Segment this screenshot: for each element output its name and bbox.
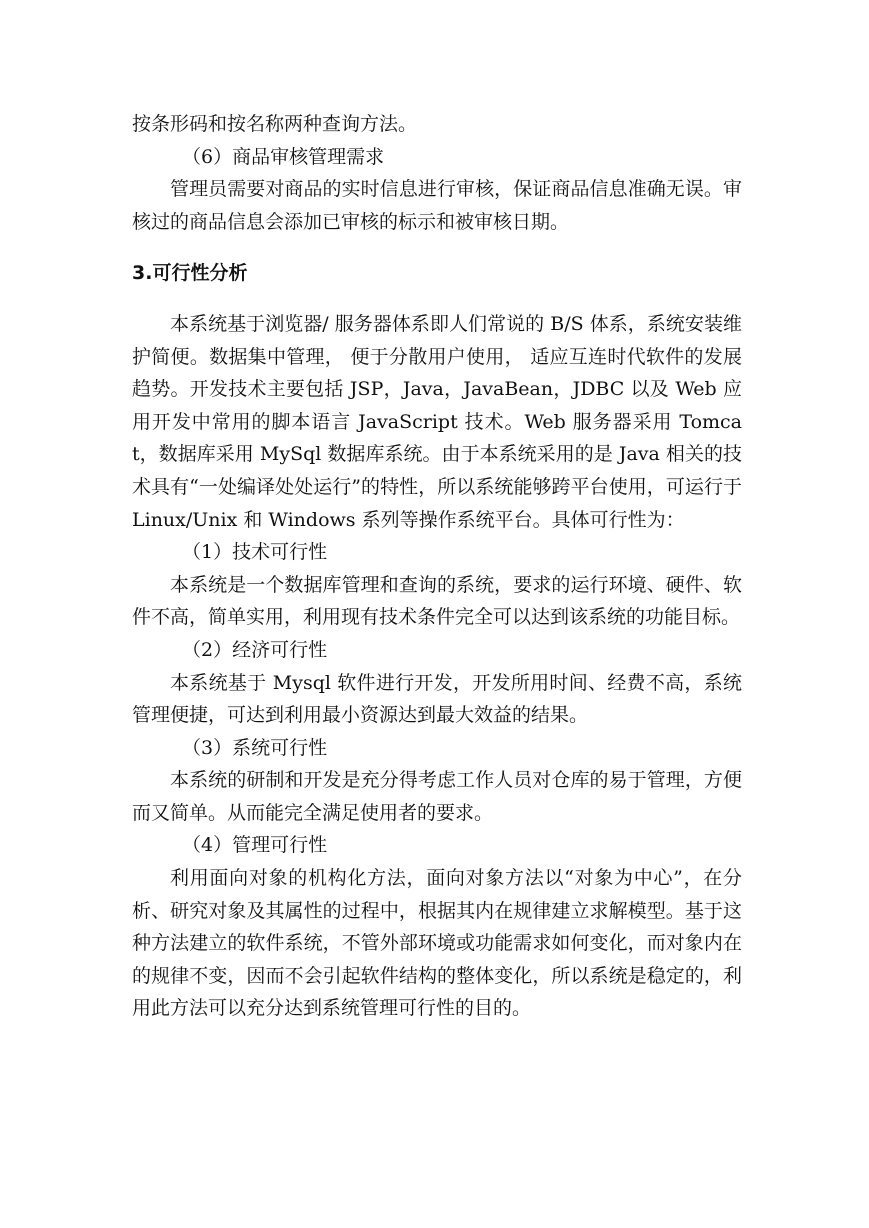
subheading-technical-feasibility: （1）技术可行性: [182, 541, 328, 564]
paragraph-management-feasibility: 利用面向对象的机构化方法，面向对象方法以“对象为中心”，在分析、研究对象及其属性的过程中，根据其内在规律建立求解模型。基于这种方法建立的软件系统，不管外部环境或功能需求如何变化，而对象内在的规律不变，因而不会引起软件结构的整体变化，所以系统是稳定的，利用此方法可以充分达到系统管理可行性的目的。: [132, 867, 742, 1020]
paragraph-technical-feasibility: 本系统是一个数据库管理和查询的系统，要求的运行环境、硬件、软件不高，简单实用，利用现有技术条件完全可以达到该系统的功能目标。: [132, 573, 742, 629]
subheading-system-feasibility: （3）系统可行性: [182, 736, 328, 759]
paragraph-economic-feasibility: 本系统基于 Mysql 软件进行开发，开发所用时间、经费不高，系统管理便捷，可达到利用最小资源达到最大效益的结果。: [132, 671, 742, 727]
paragraph-product-review: 管理员需要对商品的实时信息进行审核，保证商品信息准确无误。审核过的商品信息会添加已审核的标示和被审核日期。: [132, 178, 742, 233]
section-heading-feasibility: 3.可行性分析: [132, 262, 248, 285]
document-page: [132, 108, 742, 1025]
subheading-management-feasibility: （4）管理可行性: [182, 834, 328, 857]
paragraph-query-methods: 按条形码和按名称两种查询方法。: [132, 113, 418, 135]
paragraph-feasibility-intro: 本系统基于浏览器/ 服务器体系即人们常说的 B/S 体系，系统安装维护简便。数据集中管理， 便于分散用户使用， 适应互连时代软件的发展趋势。开发技术主要包括 JSP，Java，JavaBean，JDBC 以及 Web 应用开发中常用的脚本语言 JavaScript 技术。Web 服务器采用 Tomcat，数据库采用 MySql 数据库系统。由于本系统采用的是 Java 相关的技术具有“一处编译处处运行”的特性，所以系统能够跨平台使用，可运行于 Linux/Unix 和 Windows 系列等操作系统平台。具体可行性为：: [132, 312, 742, 531]
subheading-product-review: （6）商品审核管理需求: [182, 145, 385, 168]
paragraph-system-feasibility: 本系统的研制和开发是充分得考虑工作人员对仓库的易于管理，方便而又简单。从而能完全满足使用者的要求。: [132, 769, 742, 824]
subheading-economic-feasibility: （2）经济可行性: [182, 638, 328, 661]
